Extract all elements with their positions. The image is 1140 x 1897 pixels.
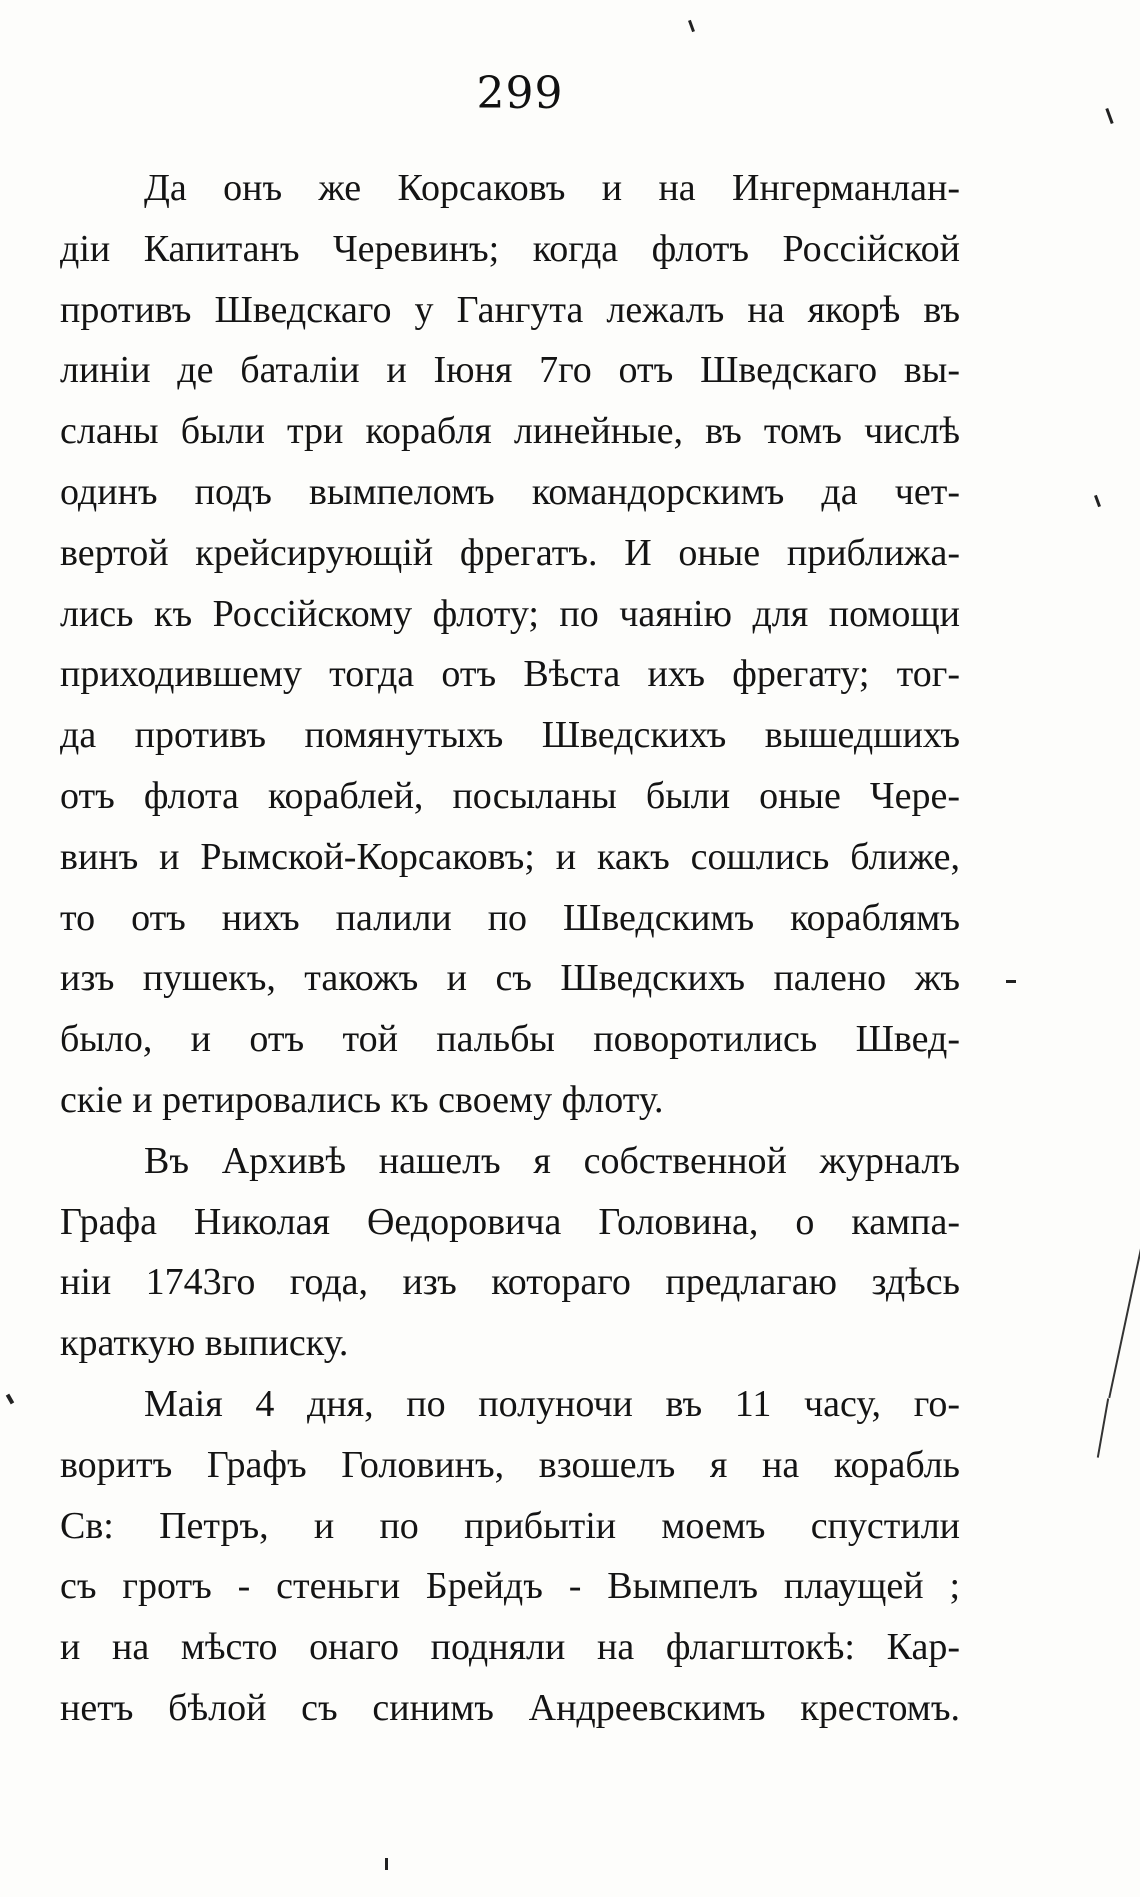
text-line: нiи 1743го года, изъ котораго предлагаю здѣсь — [60, 1261, 960, 1304]
text-line: одинъ подъ вымпеломъ командорскимъ да чет- — [60, 470, 960, 513]
text-line: сланы были три корабля линейные, въ томъ числѣ — [60, 410, 960, 453]
scan-speck — [688, 20, 695, 32]
scan-speck — [6, 1394, 14, 1405]
text-line: Въ Архивѣ нашелъ я собственной журналъ — [144, 1139, 960, 1182]
text-line: вертой крейсирующiй фрегатъ. И оные приближа- — [60, 531, 960, 574]
text-line: нетъ бѣлой съ синимъ Андреевскимъ крестомъ. — [60, 1686, 960, 1729]
scan-speck — [1094, 495, 1101, 507]
text-line: лись къ Россiйскому флоту; по чаянiю для помощи — [60, 592, 960, 635]
text-line: противъ Шведскаго у Гангута лежалъ на якорѣ въ — [60, 288, 960, 331]
scan-speck — [1006, 980, 1016, 983]
text-line: съ гротъ - стеньги Брейдъ - Вымпелъ плаущей ; — [60, 1565, 960, 1608]
text-line: да противъ помянутыхъ Шведскихъ вышедшихъ — [60, 714, 960, 757]
text-line: и на мѣсто онаго подняли на флагштокѣ: Кар- — [60, 1626, 960, 1669]
text-line: краткую выписку. — [60, 1322, 349, 1365]
text-line: то отъ нихъ палили по Шведскимъ кораблямъ — [60, 896, 960, 939]
text-line: изъ пушекъ, такожъ и съ Шведскихъ палено жъ — [60, 957, 960, 1000]
text-line: воритъ Графъ Головинъ, взошелъ я на корабль — [60, 1443, 960, 1486]
text-line: Да онъ же Корсаковъ и на Ингерманлан- — [144, 167, 960, 209]
text-line: отъ флота кораблей, посыланы были оные Чере- — [60, 774, 960, 817]
scan-speck — [1097, 1398, 1109, 1457]
text-line: скiе и ретировались къ своему флоту. — [60, 1078, 664, 1121]
text-line: приходившему тогда отъ Вѣста ихъ фрегату; тог- — [60, 653, 960, 696]
text-line: дiи Капитанъ Черевинъ; когда флотъ Россiйской — [60, 227, 960, 270]
text-line: линiи де баталiи и Iюня 7го отъ Шведскаго вы- — [60, 349, 960, 392]
text-line: Графа Николая Өедоровича Головина, о кампа- — [60, 1200, 960, 1243]
scan-speck — [1105, 108, 1113, 124]
text-line: винъ и Рымской-Корсаковъ; и какъ сошлись ближе, — [60, 835, 960, 878]
text-line: Св: Петръ, и по прибытiи моемъ спустили — [60, 1504, 960, 1547]
page-number: 299 — [476, 68, 564, 119]
body-text — [60, 158, 960, 1739]
text-line: было, и отъ той пальбы поворотились Швед- — [60, 1018, 960, 1061]
scan-speck — [385, 1858, 388, 1870]
text-line: Маiя 4 дня, по полуночи въ 11 часу, го- — [144, 1382, 960, 1425]
scan-speck — [1108, 1212, 1140, 1398]
